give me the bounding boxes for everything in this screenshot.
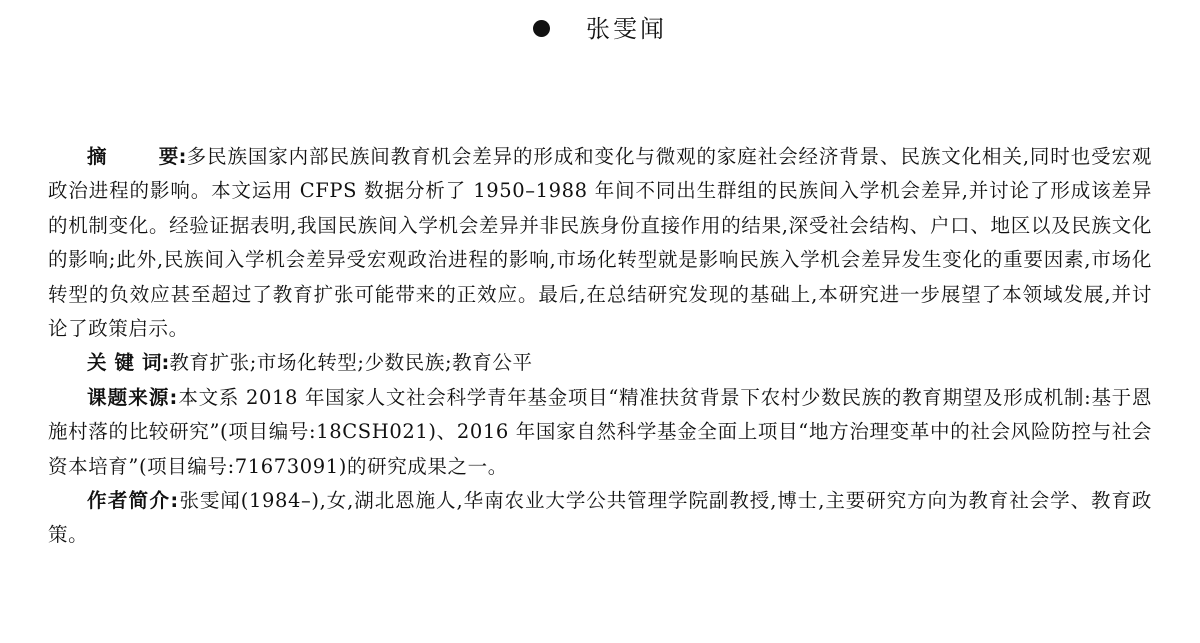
bullet-icon <box>533 20 550 37</box>
author-line <box>0 12 1200 46</box>
abstract-label: 摘要: <box>87 145 187 168</box>
keywords-label: 关键词: <box>87 351 170 375</box>
abstract-paragraph <box>48 140 1152 346</box>
keywords-text: 教育扩张;市场化转型;少数民族;教育公平 <box>169 351 533 375</box>
abstract-section <box>48 140 1152 553</box>
bio-paragraph <box>48 484 1152 553</box>
bio-text: 张雯闻(1984–),女,湖北恩施人,华南农业大学公共管理学院副教授,博士,主要研究方向为教育社会学、教育政策。 <box>48 489 1152 547</box>
keywords-paragraph <box>48 346 1152 380</box>
funding-text: 本文系 2018 年国家人文社会科学青年基金项目“精准扶贫背景下农村少数民族的教育期望及形成机制:基于恩施村落的比较研究”(项目编号:18CSH021)、2016 年国家自然科学基金全面上项目“地方治理变革中的社会风险防控与社会资本培育”(项目编号:71673091)的研究成果之一。 <box>48 385 1152 478</box>
author-name: 张雯闻 <box>586 15 667 43</box>
abstract-text: 多民族国家内部民族间教育机会差异的形成和变化与微观的家庭社会经济背景、民族文化相关,同时也受宏观政治进程的影响。本文运用 CFPS 数据分析了 1950–1988 年间不同出生群组的民族间入学机会差异,并讨论了形成该差异的机制变化。经验证据表明,我国民族间入学机会差异并非民族身份直接作用的结果,深受社会结构、户口、地区以及民族文化的影响;此外,民族间入学机会差异受宏观政治进程的影响,市场化转型就是影响民族入学机会差异发生变化的重要因素,市场化转型的负效应甚至超过了教育扩张可能带来的正效应。最后,在总结研究发现的基础上,本研究进一步展望了本领域发展,并讨论了政策启示。 <box>48 145 1152 341</box>
funding-label: 课题来源: <box>87 385 179 409</box>
funding-paragraph <box>48 381 1152 484</box>
bio-label: 作者简介: <box>87 489 180 513</box>
